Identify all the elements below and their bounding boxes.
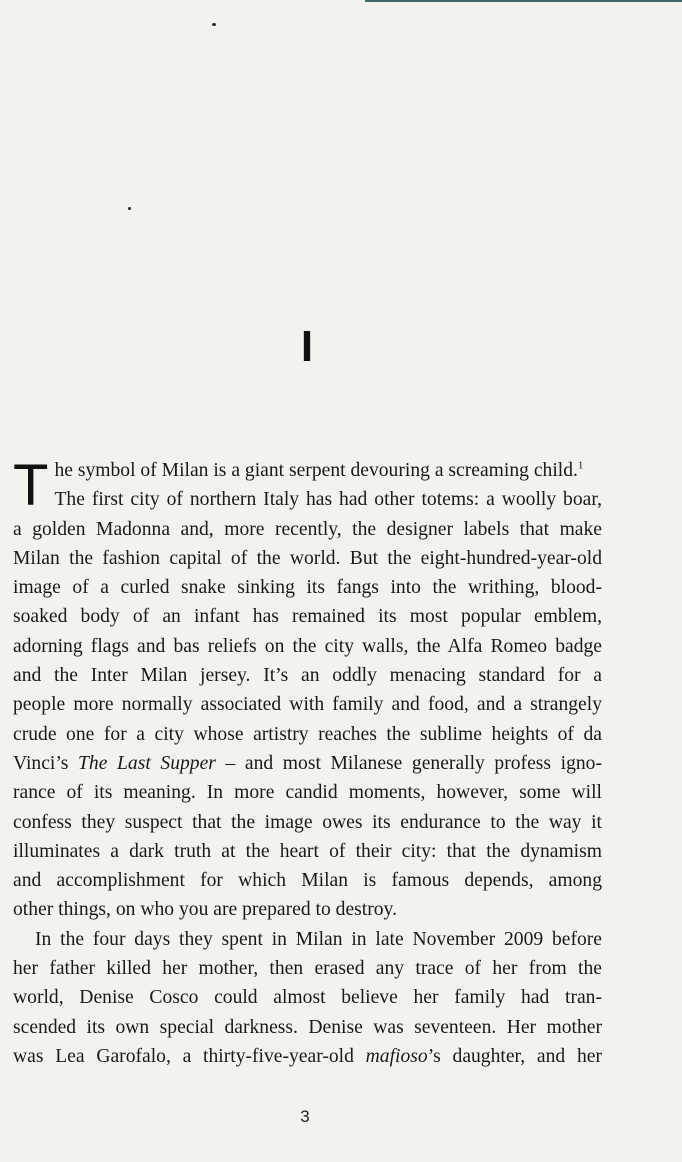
text-line: rance of its meaning. In more candid moments, however, some will bbox=[13, 782, 602, 804]
emphasis: mafioso bbox=[365, 1045, 428, 1067]
text-line: and accomplishment for which Milan is famous depends, among bbox=[13, 870, 602, 892]
text-line: her father killed her mother, then erased any trace of her from the bbox=[13, 958, 602, 980]
text-line: confess they suspect that the image owes its endurance to the way it bbox=[13, 811, 602, 833]
text-line: illuminates a dark truth at the heart of their city: that the dynamism bbox=[13, 840, 602, 862]
drop-cap: T bbox=[13, 453, 49, 518]
text-line: The first city of northern Italy has had other totems: a woolly boar, bbox=[54, 489, 602, 511]
paper-speck bbox=[128, 207, 131, 210]
text-line: soaked body of an infant has remained its most popular emblem, bbox=[13, 606, 602, 628]
text-line: people more normally associated with family and food, and a strangely bbox=[13, 694, 602, 716]
text-line: world, Denise Cosco could almost believe her family had tran- bbox=[13, 987, 602, 1009]
text-line: Milan the fashion capital of the world. But the eight-hundred-year-old bbox=[13, 547, 602, 569]
body-text bbox=[13, 453, 602, 1071]
chapter-number: I bbox=[300, 322, 314, 371]
page-number: 3 bbox=[300, 1107, 310, 1126]
footnote-marker[interactable]: 1 bbox=[577, 459, 584, 472]
text-line: was Lea Garofalo, a thirty-five-year-old mafioso’s daughter, and her bbox=[13, 1045, 602, 1067]
text-line: adorning flags and bas reliefs on the city walls, the Alfa Romeo badge bbox=[13, 635, 602, 657]
text-line: a golden Madonna and, more recently, the designer labels that make bbox=[13, 518, 602, 540]
text-line: other things, on who you are prepared to destroy. bbox=[13, 899, 397, 921]
text-line: and the Inter Milan jersey. It’s an oddly menacing standard for a bbox=[13, 665, 602, 687]
top-edge-rule bbox=[365, 0, 682, 2]
text-line: scended its own special darkness. Denise was seventeen. Her mother bbox=[13, 1016, 602, 1038]
paper-speck bbox=[212, 23, 216, 26]
text-line: crude one for a city whose artistry reaches the sublime heights of da bbox=[13, 723, 602, 745]
text-line: Vinci’s The Last Supper – and most Milanese generally profess igno- bbox=[13, 752, 602, 774]
text-line: image of a curled snake sinking its fangs into the writhing, blood- bbox=[13, 577, 602, 599]
book-title: The Last Supper bbox=[78, 752, 216, 774]
text-line: In the four days they spent in Milan in late November 2009 before bbox=[35, 928, 602, 950]
text-line: he symbol of Milan is a giant serpent devouring a screaming child.$^1$ bbox=[54, 459, 584, 481]
